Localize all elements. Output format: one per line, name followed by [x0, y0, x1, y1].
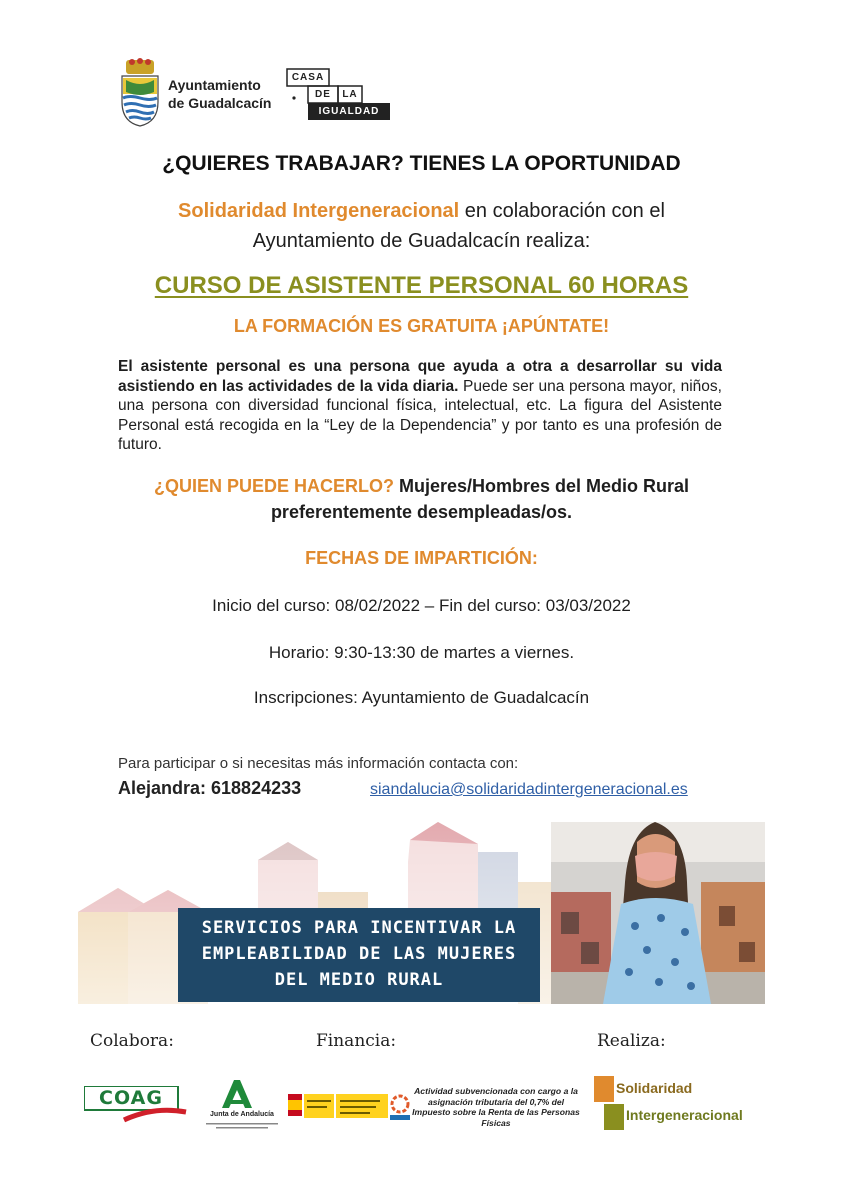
- ayuntamiento-line1: Ayuntamiento: [168, 77, 261, 93]
- junta-logo-text: Junta de Andalucía: [210, 1111, 274, 1118]
- ayuntamiento-logo-text: [168, 76, 271, 112]
- free-training-text: LA FORMACIÓN ES GRATUITA ¡APÚNTATE!: [233, 316, 610, 336]
- dates-title: FECHAS DE IMPARTICIÓN:: [305, 548, 538, 568]
- contact-name-phone: Alejandra: 618824233: [118, 778, 302, 798]
- contact-intro: Para participar o si necesitas más información contacta con:: [118, 755, 519, 772]
- casa-word-4: IGUALDAD: [318, 106, 380, 117]
- who-question: ¿QUIEN PUEDE HACERLO?: [153, 476, 394, 496]
- registration-info: Inscripciones: Ayuntamiento de Guadalcacín: [253, 688, 590, 707]
- description-bold: El asistente personal es una persona que ayuda a otra a desarrollar su vida asistiendo en las actividades de la vida diaria.: [118, 358, 722, 395]
- solidaridad-intergeneracional-logo: [594, 1072, 766, 1134]
- banner-line-2: EMPLEABILIDAD DE LAS MUJERES: [201, 944, 517, 964]
- casa-word-1: CASA: [291, 72, 325, 83]
- collaboration-line-2: Ayuntamiento de Guadalcacín realiza:: [252, 230, 591, 252]
- coag-logo-text: COAG: [99, 1087, 163, 1109]
- masked-woman-illustration: [551, 822, 765, 1004]
- banner-line-1: SERVICIOS PARA INCENTIVAR LA: [201, 918, 517, 938]
- course-schedule: Horario: 9:30-13:30 de martes a viernes.: [268, 643, 575, 662]
- solidaridad-logo-line1: Solidaridad: [616, 1080, 693, 1096]
- collaboration-line-1: [0, 200, 843, 223]
- course-title: [0, 272, 843, 300]
- casa-word-2: DE: [315, 89, 331, 100]
- course-title-text: CURSO DE ASISTENTE PERSONAL 60 HORAS: [154, 272, 689, 299]
- course-dates: Inicio del curso: 08/02/2022 – Fin del curso: 03/03/2022: [212, 596, 631, 615]
- solidaridad-logo-line2: Intergeneracional: [626, 1107, 743, 1123]
- org-name: Solidaridad Intergeneracional: [178, 200, 460, 222]
- ayuntamiento-line2: de Guadalcacín: [168, 95, 272, 111]
- contact-email-link[interactable]: siandalucia@solidaridadintergeneracional.es: [370, 781, 688, 798]
- description-rest: Puede ser una persona mayor, niños, una persona con diversidad funcional física, intelectual, etc. La figura del Asistente Personal está recogida en la “Ley de la Dependencia” y por tanto es una profesión de futuro.: [118, 377, 722, 453]
- irpf-subsidy-text: Actividad subvencionada con cargo a la asignación tributaria del 0,7% del Impuesto sobre la Renta de las Personas Físicas: [412, 1086, 580, 1128]
- who-line-2: preferentemente desempleadas/os.: [270, 502, 573, 522]
- financia-label: Financia:: [316, 1031, 397, 1051]
- collaboration-line-1-rest: en colaboración con el: [459, 200, 665, 222]
- banner-services-box: [178, 908, 540, 1002]
- course-description: [118, 357, 722, 455]
- casa-word-3: LA: [342, 89, 358, 100]
- gobierno-de-espana-ministerio-logo: [288, 1092, 412, 1122]
- coag-logo: [84, 1086, 188, 1124]
- colabora-label: Colabora:: [90, 1031, 174, 1051]
- realiza-label: Realiza:: [597, 1031, 666, 1051]
- headline: ¿QUIERES TRABAJAR? TIENES LA OPORTUNIDAD: [162, 152, 681, 175]
- guadalcacin-coat-of-arms-icon: [118, 58, 162, 128]
- who-answer-1: Mujeres/Hombres del Medio Rural: [393, 476, 690, 496]
- casa-de-la-igualdad-logo: [286, 68, 392, 122]
- junta-de-andalucia-logo: [202, 1078, 282, 1132]
- who-line-1: [0, 476, 843, 497]
- banner-line-3: DEL MEDIO RURAL: [274, 970, 444, 990]
